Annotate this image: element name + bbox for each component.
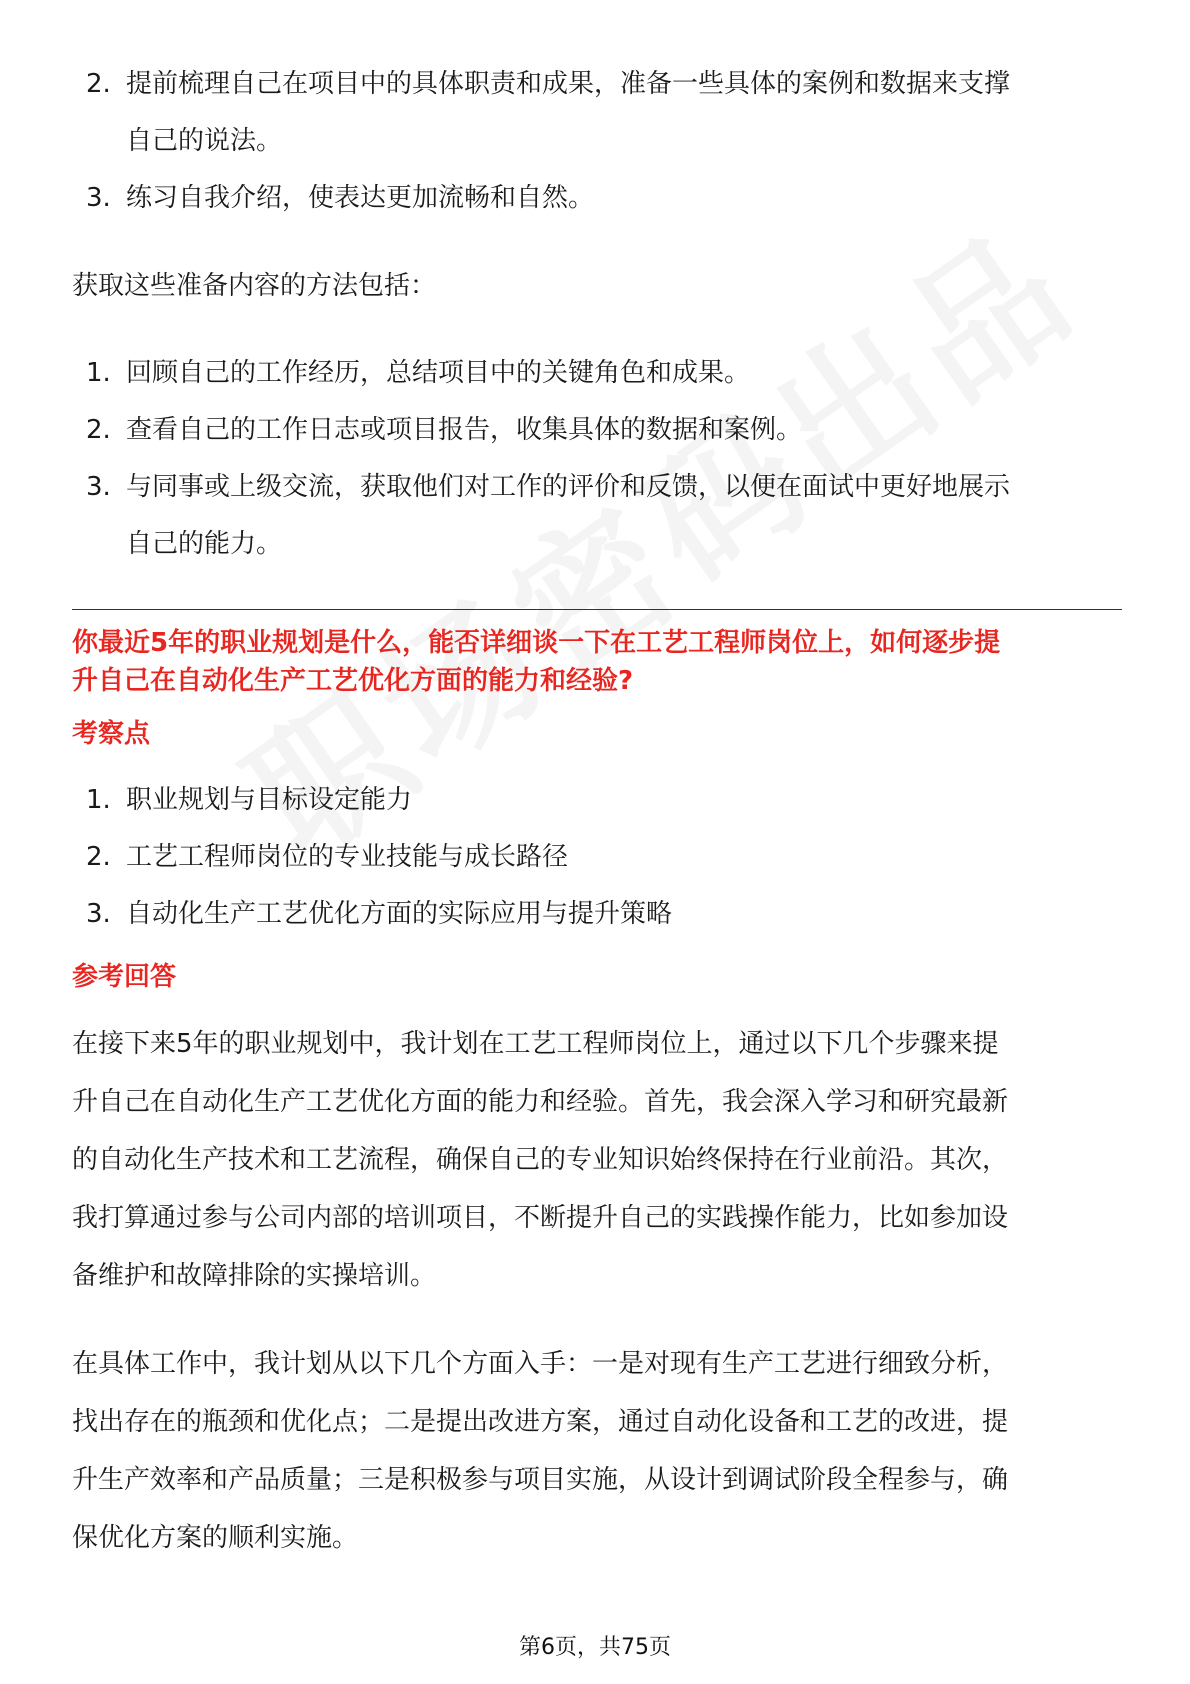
list-number: 1. bbox=[86, 358, 111, 388]
methods-intro: 获取这些准备内容的方法包括： bbox=[72, 271, 437, 301]
list-item-continuation: 自己的说法。 bbox=[126, 126, 283, 156]
list-number: 1. bbox=[86, 785, 111, 815]
list-item-text: 练习自我介绍，使表达更加流畅和自然。 bbox=[126, 183, 595, 213]
list-item-text: 自动化生产工艺优化方面的实际应用与提升策略 bbox=[126, 899, 673, 929]
answer-line: 升生产效率和产品质量；三是积极参与项目实施，从设计到调试阶段全程参与，确 bbox=[72, 1465, 1009, 1495]
answer-line: 的自动化生产技术和工艺流程，确保自己的专业知识始终保持在行业前沿。其次， bbox=[72, 1145, 1009, 1175]
list-number: 3. bbox=[86, 899, 111, 929]
methods-list bbox=[72, 345, 1122, 573]
question-line-1: 你最近5年的职业规划是什么，能否详细谈一下在工艺工程师岗位上，如何逐步提 bbox=[72, 628, 1001, 658]
list-item-text: 提前梳理自己在项目中的具体职责和成果，准备一些具体的案例和数据来支撑 bbox=[126, 69, 1011, 99]
answer-paragraph-1 bbox=[72, 1015, 1122, 1305]
page-footer: 第6页，共75页 bbox=[519, 1635, 671, 1660]
answer-line: 保优化方案的顺利实施。 bbox=[72, 1523, 359, 1553]
list-number: 3. bbox=[86, 183, 111, 213]
list-number: 3. bbox=[86, 472, 111, 502]
prep-list bbox=[72, 56, 1122, 227]
answer-line: 找出存在的瓶颈和优化点；二是提出改进方案，通过自动化设备和工艺的改进，提 bbox=[72, 1407, 1009, 1437]
answer-label: 参考回答 bbox=[72, 962, 177, 992]
answer-line: 升自己在自动化生产工艺优化方面的能力和经验。首先，我会深入学习和研究最新 bbox=[72, 1087, 1009, 1117]
list-item-text: 查看自己的工作日志或项目报告，收集具体的数据和案例。 bbox=[126, 415, 803, 445]
list-item bbox=[72, 829, 1122, 886]
answer-line: 在接下来5年的职业规划中，我计划在工艺工程师岗位上，通过以下几个步骤来提 bbox=[72, 1029, 999, 1059]
list-item-text: 回顾自己的工作经历，总结项目中的关键角色和成果。 bbox=[126, 358, 751, 388]
list-item-text: 工艺工程师岗位的专业技能与成长路径 bbox=[126, 842, 569, 872]
exam-points-list bbox=[72, 772, 1122, 943]
list-item bbox=[72, 170, 1122, 227]
list-number: 2. bbox=[86, 842, 111, 872]
list-item bbox=[72, 772, 1122, 829]
list-item bbox=[72, 402, 1122, 459]
list-item bbox=[72, 886, 1122, 943]
list-item-text: 与同事或上级交流，获取他们对工作的评价和反馈，以便在面试中更好地展示 bbox=[126, 472, 1011, 502]
page-content bbox=[72, 56, 1122, 1567]
answer-line: 在具体工作中，我计划从以下几个方面入手：一是对现有生产工艺进行细致分析， bbox=[72, 1349, 1009, 1379]
question-line-2: 升自己在自动化生产工艺优化方面的能力和经验? bbox=[72, 666, 634, 696]
list-item bbox=[72, 56, 1122, 170]
list-number: 2. bbox=[86, 69, 111, 99]
answer-line: 备维护和故障排除的实操培训。 bbox=[72, 1261, 437, 1291]
exam-points-label: 考察点 bbox=[72, 719, 151, 749]
answer-paragraph-2 bbox=[72, 1335, 1122, 1567]
list-item bbox=[72, 459, 1122, 573]
list-item-text: 职业规划与目标设定能力 bbox=[126, 785, 413, 815]
answer-line: 我打算通过参与公司内部的培训项目，不断提升自己的实践操作能力，比如参加设 bbox=[72, 1203, 1009, 1233]
list-item-continuation: 自己的能力。 bbox=[126, 529, 283, 559]
list-item bbox=[72, 345, 1122, 402]
list-number: 2. bbox=[86, 415, 111, 445]
section-divider bbox=[72, 609, 1122, 610]
question-heading bbox=[72, 624, 1122, 700]
